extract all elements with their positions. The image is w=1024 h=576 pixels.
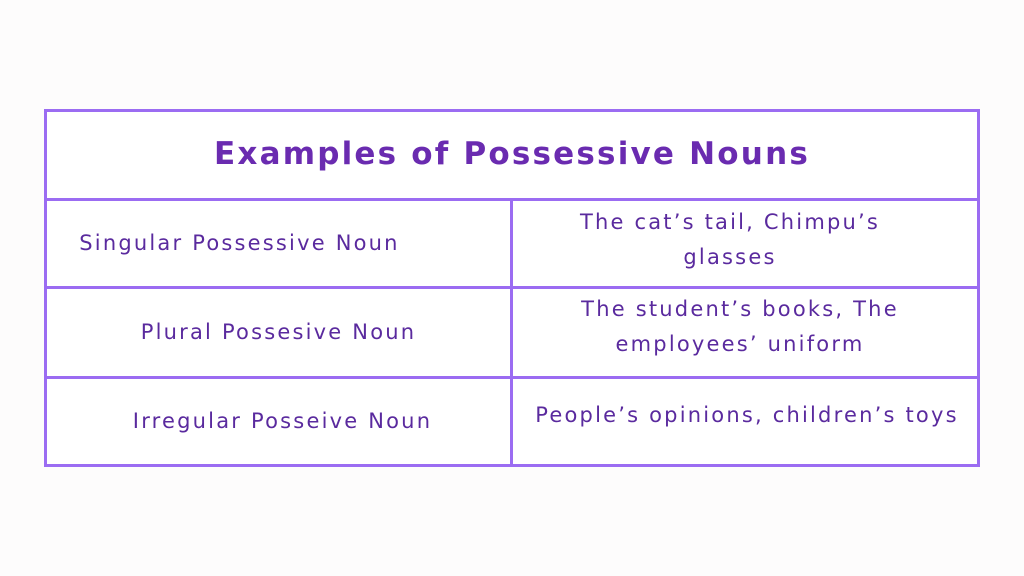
table-cell-example-plural: The student’s books, The employees’ uniform: [581, 296, 899, 356]
table-title: Examples of Possessive Nouns: [214, 136, 810, 172]
table-cell-type-irregular: Irregular Posseive Noun: [132, 409, 433, 433]
table-cell-type-singular: Singular Possessive Noun: [79, 231, 400, 255]
table-cell-type-plural: Plural Possesive Noun: [140, 320, 417, 344]
possessive-nouns-table: [44, 109, 980, 467]
table-cell-example-irregular: People’s opinions, children’s toys: [535, 403, 959, 427]
table-header: [47, 112, 977, 198]
table-cell-example-singular: The cat’s tail, Chimpu’s glasses: [579, 209, 881, 269]
